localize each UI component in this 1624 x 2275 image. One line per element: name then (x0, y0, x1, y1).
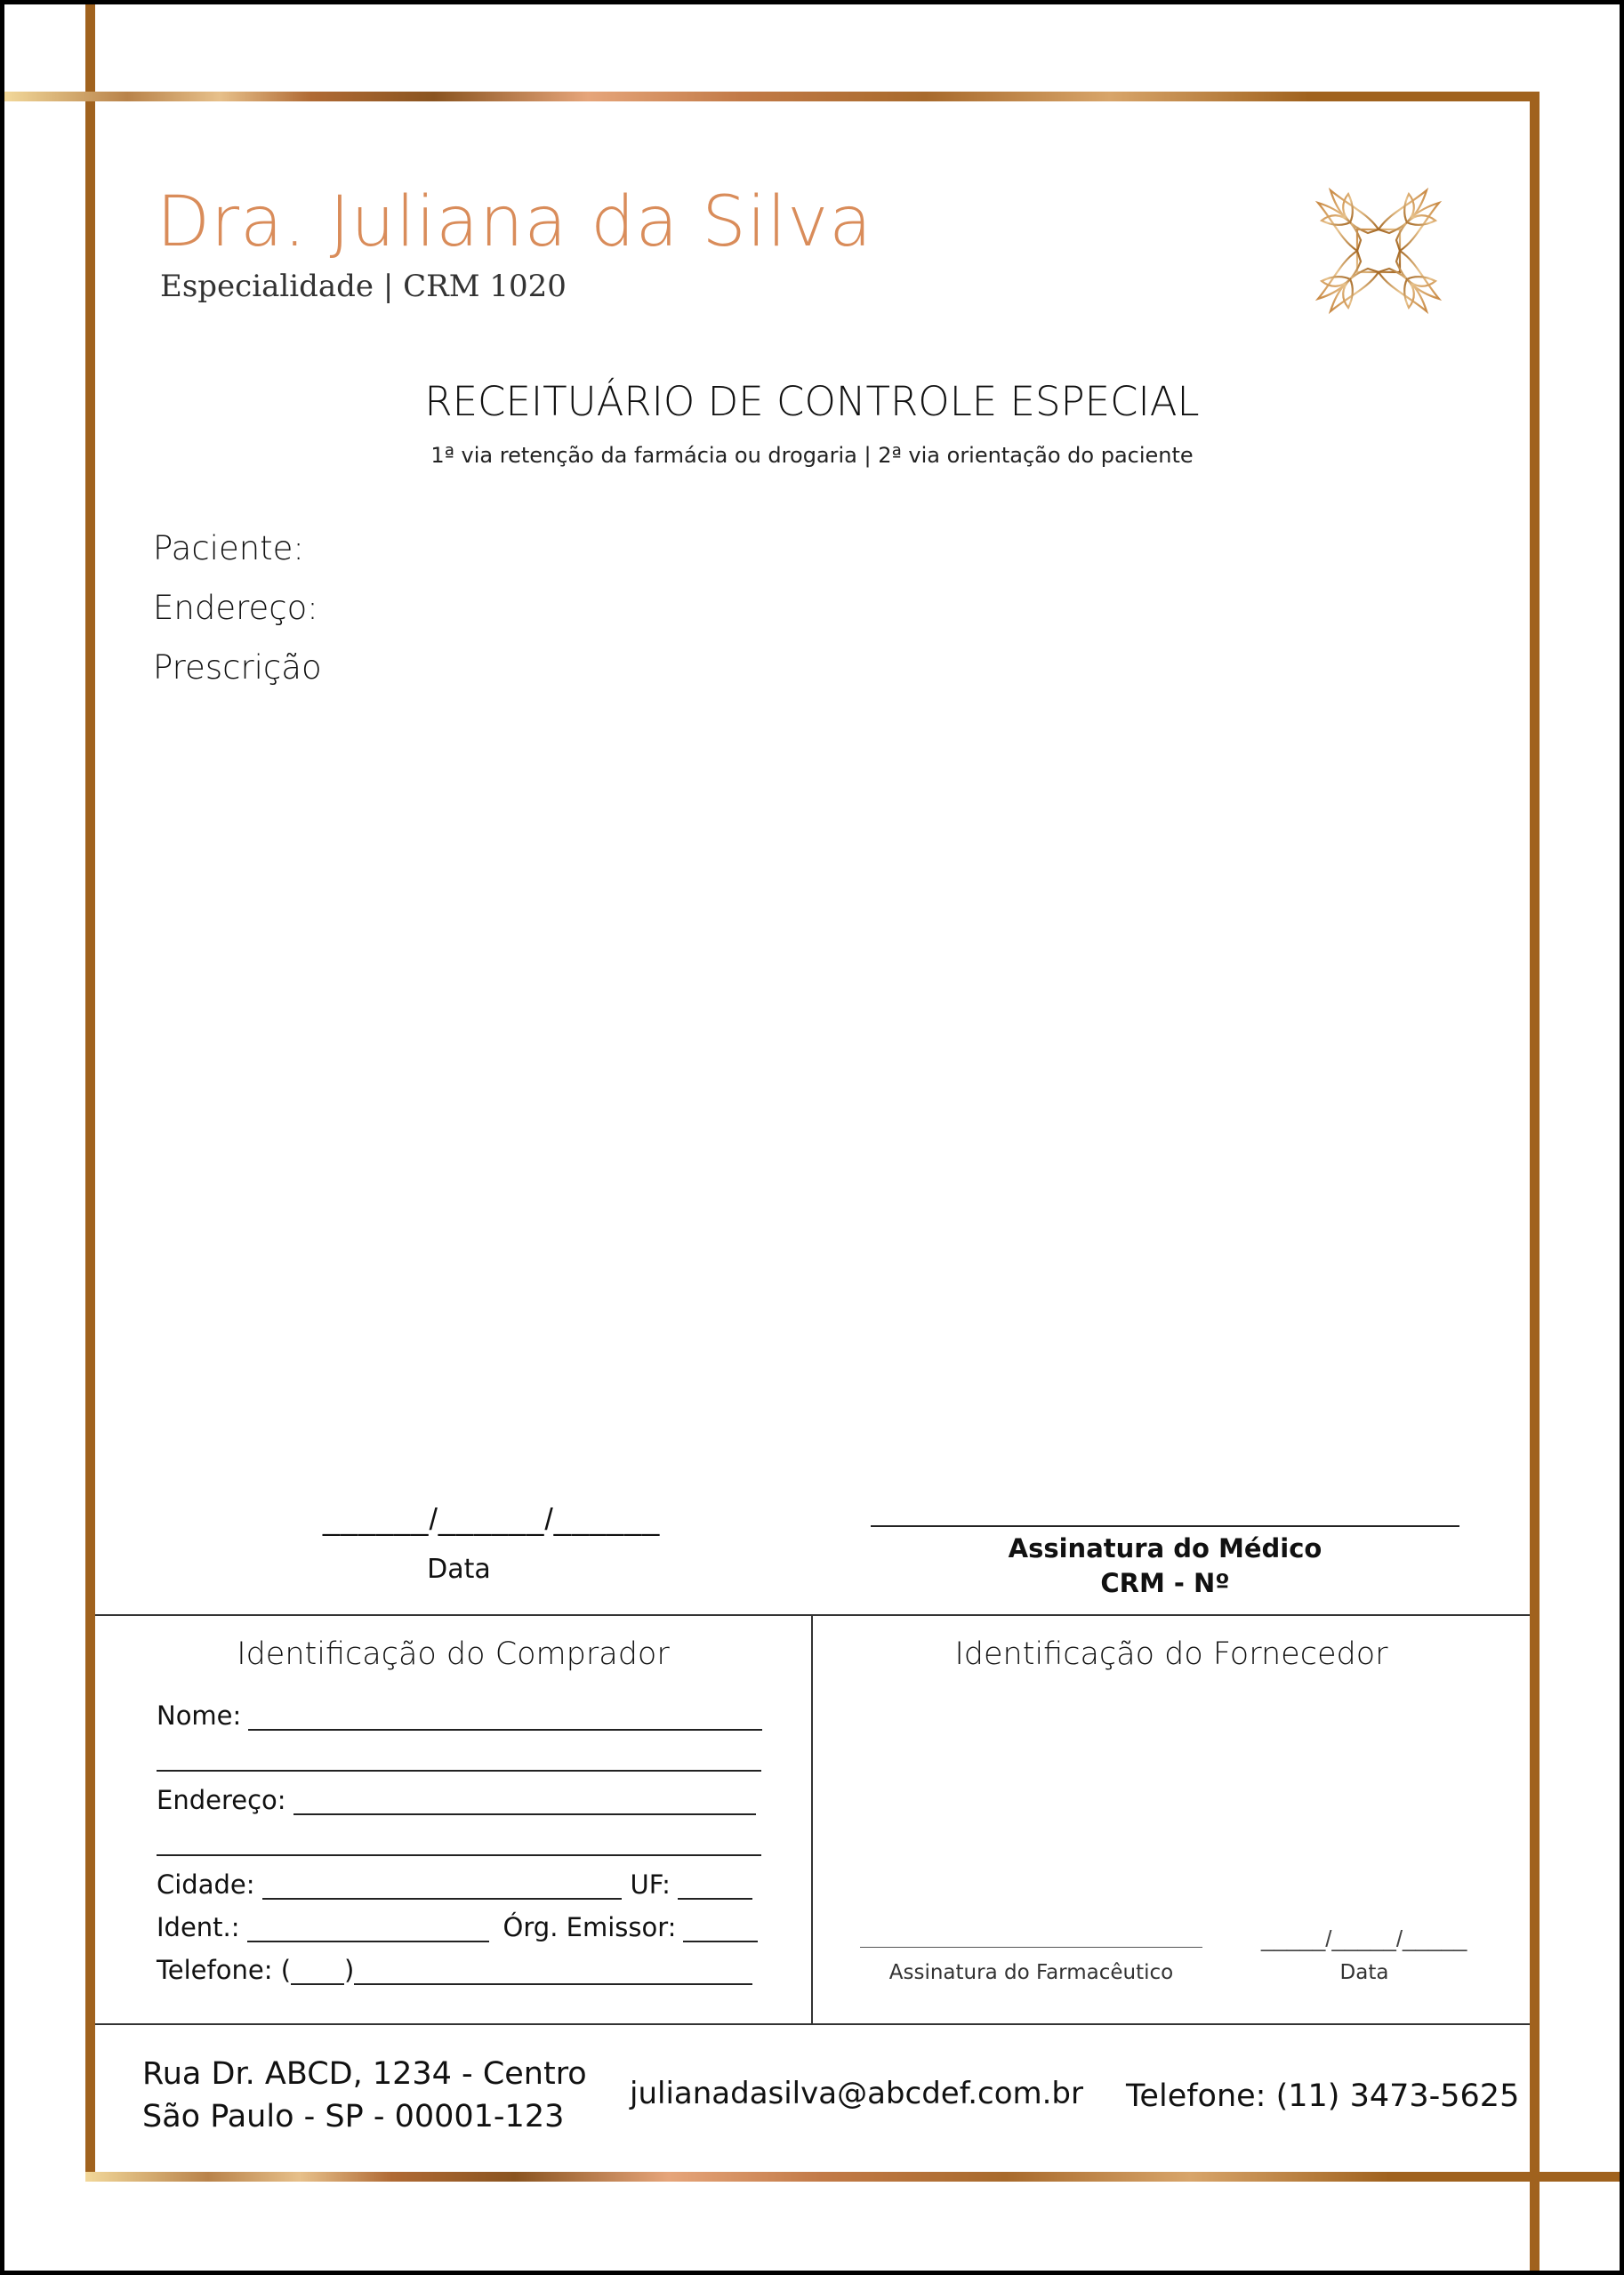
buyer-name-line-2[interactable] (157, 1770, 761, 1772)
buyer-address-label: Endereço: (157, 1785, 286, 1815)
buyer-city-row[interactable] (157, 1869, 752, 1900)
buyer-issuer-line[interactable] (683, 1917, 758, 1942)
doctor-specialty: Especialidade | CRM 1020 (160, 269, 567, 304)
footer-phone: Telefone: (11) 3473-5625 (1126, 2078, 1520, 2114)
frame-top-bar (4, 92, 1540, 101)
buyer-uf-line[interactable] (678, 1875, 752, 1900)
buyer-phone-close: ) (344, 1955, 355, 1985)
buyer-phone-area-line[interactable] (291, 1960, 344, 1985)
buyer-city-label: Cidade: (157, 1869, 255, 1900)
frame-bottom-bar (85, 2172, 1620, 2182)
pharmacist-date-blank[interactable]: _____/_____/_____ (1261, 1925, 1467, 1952)
footer-address-line2: São Paulo - SP - 00001-123 (142, 2099, 565, 2134)
prescription-area[interactable] (153, 711, 1469, 1476)
buyer-id-label: Ident.: (157, 1912, 240, 1942)
buyer-name-label: Nome: (157, 1700, 242, 1731)
date-blank[interactable]: ______/______/______ (323, 1503, 661, 1537)
buyer-section-title: Identificação do Comprador (237, 1636, 670, 1672)
buyer-name-row[interactable] (157, 1700, 762, 1731)
address-label: Endereço: (153, 589, 318, 627)
buyer-address-line[interactable] (293, 1790, 756, 1815)
footer-address-line1: Rua Dr. ABCD, 1234 - Centro (142, 2056, 587, 2092)
pharmacist-signature-line[interactable] (860, 1947, 1202, 1948)
buyer-id-row[interactable] (157, 1912, 758, 1942)
buyer-address-line-2[interactable] (157, 1854, 761, 1856)
supplier-section-title: Identificação do Fornecedor (954, 1636, 1388, 1672)
pharmacist-date-label: Data (1339, 1961, 1389, 1984)
patient-label: Paciente: (153, 529, 304, 567)
prescription-label: Prescrição (153, 648, 322, 687)
buyer-id-line[interactable] (247, 1917, 489, 1942)
frame-left-bar (85, 4, 95, 2182)
buyer-issuer-label: Órg. Emissor: (502, 1912, 677, 1942)
doctor-signature-label: Assinatura do Médico (1008, 1533, 1323, 1564)
document-title: RECEITUÁRIO DE CONTROLE ESPECIAL (424, 378, 1200, 425)
footer-email[interactable]: julianadasilva@abcdef.com.br (630, 2076, 1083, 2111)
pharmacist-signature-label: Assinatura do Farmacêutico (888, 1961, 1174, 1984)
doctor-crm-label: CRM - Nº (1100, 1568, 1230, 1598)
buyer-city-line[interactable] (262, 1875, 622, 1900)
section-divider-middle (811, 1614, 813, 2023)
doctor-name: Dra. Juliana da Silva (157, 182, 873, 262)
buyer-phone-label: Telefone: ( (157, 1955, 292, 1985)
section-divider-bottom (95, 2023, 1530, 2025)
date-label: Data (427, 1554, 491, 1585)
doctor-signature-line[interactable] (871, 1525, 1459, 1527)
buyer-name-line[interactable] (248, 1706, 762, 1731)
floral-ornament-icon (1314, 187, 1443, 315)
buyer-phone-row[interactable] (157, 1955, 752, 1985)
buyer-address-row[interactable] (157, 1785, 756, 1815)
buyer-phone-line[interactable] (354, 1960, 752, 1985)
document-subtitle: 1ª via retenção da farmácia ou drogaria | 2ª via orientação do paciente (430, 443, 1194, 468)
buyer-uf-label: UF: (630, 1869, 671, 1900)
